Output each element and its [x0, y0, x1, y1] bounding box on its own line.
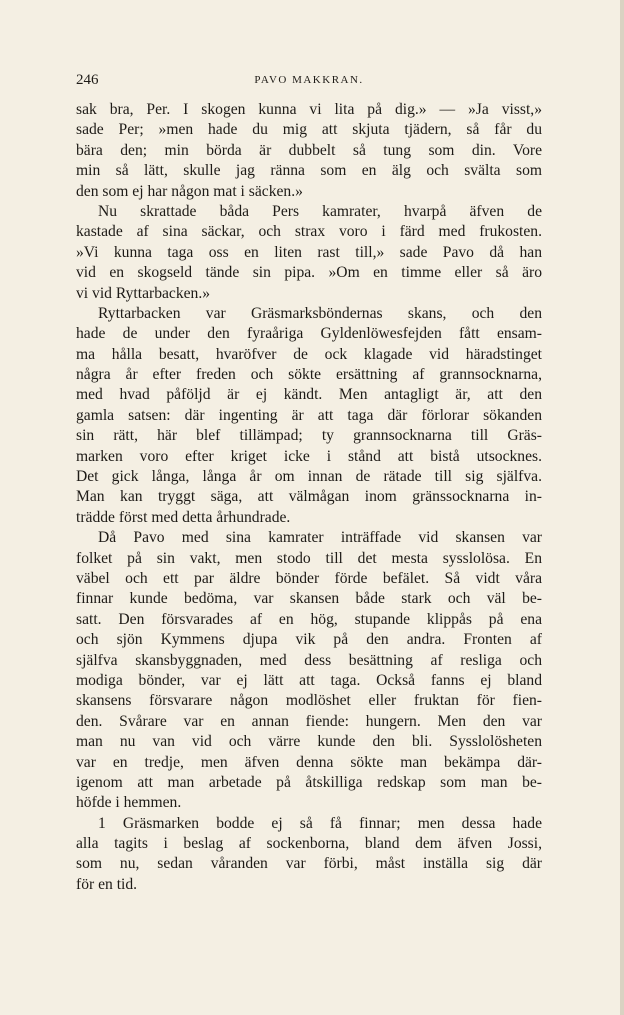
text-line: Då Pavo med sina kamrater inträffade vid skansen var: [98, 529, 542, 547]
text-line: igenom att man arbetade på åtskilliga redskap som man be-: [76, 773, 542, 791]
text-line: min så lätt, skulle jag ränna som en älg och svälta som: [76, 162, 542, 180]
text-line: Ryttarbacken var Gräsmarksböndernas skans, och den: [98, 304, 542, 322]
text-line: satt. Den försvarades af en hög, stupande klippås på ena: [76, 610, 542, 628]
text-line: var en tredje, men äfven denna sökte man bekämpa där-: [76, 753, 542, 771]
text-line: väbel och ett par äldre bönder förde befälet. Så vidt våra: [76, 569, 542, 587]
text-line: Man kan tryggt säga, att välmågan inom gränssocknarna in-: [76, 488, 542, 506]
text-line: Nu skrattade båda Pers kamrater, hvarpå äfven de: [98, 202, 542, 220]
text-line: för en tid.: [76, 875, 138, 893]
text-line: bära den; min börda är dubbelt så tung som din. Vore: [76, 141, 542, 159]
text-line: den som ej har någon mat i säcken.»: [76, 182, 303, 200]
text-line: sade Per; »men hade du mig att skjuta tjädern, så får du: [76, 121, 542, 139]
text-line: sak bra, Per. I skogen kunna vi lita på dig.» — »Ja visst,»: [76, 101, 542, 118]
text-line: folket på sin vakt, men stodo till det mesta sysslolösa. En: [76, 549, 542, 567]
text-line: 1 Gräsmarken bodde ej så få finnar; men dessa hade: [98, 814, 542, 832]
text-line: höfde i hemmen.: [76, 794, 182, 812]
text-line: några år efter freden och sökte ersättning af grannsocknarna,: [76, 366, 542, 384]
text-line: vid en skogseld tände sin pipa. »Om en timme eller så äro: [76, 264, 542, 282]
text-line: trädde först med detta århundrade.: [76, 508, 291, 526]
text-line: marken voro efter kriget icke i stånd att bistå utsocknes.: [76, 447, 542, 465]
text-line: ma hålla besatt, hvaröfver de ock klagade vid häradstinget: [76, 345, 542, 363]
text-line: finnar kunde bedöma, var skansen både stark och väl be-: [76, 590, 542, 608]
page-edge: [620, 0, 624, 1015]
text-line: hade de under den fyraåriga Gyldenlöwesfejden fått ensam-: [76, 325, 542, 343]
text-line: själfva skansbyggnaden, med dess besättning af resliga och: [76, 651, 542, 669]
text-line: gamla satsen: där ingenting är att taga där förlorar sökanden: [76, 406, 542, 424]
text-line: vi vid Ryttarbacken.»: [76, 284, 211, 302]
text-line: modiga bönder, var ej lätt att taga. Också fanns ej bland: [76, 671, 542, 689]
text-line: kastade af sina säckar, och strax voro i färd med frukosten.: [76, 223, 542, 241]
text-line: skansens försvarare någon modlöshet eller fruktan för fien-: [76, 692, 542, 710]
text-line: man nu van vid och värre kunde den bli. Sysslolösheten: [76, 733, 542, 751]
text-line: sin rätt, här blef tillämpad; ty grannsocknarna till Gräs-: [76, 427, 542, 445]
text-line: som nu, sedan våranden var förbi, måst inställa sig där: [76, 855, 542, 873]
running-title: PAVO MAKKRAN.: [254, 74, 364, 86]
text-line: alla tagits i beslag af sockenborna, bland dem äfven Jossi,: [76, 835, 542, 853]
body-text: [76, 100, 542, 895]
text-line: med hvad påföljd är ej kändt. Men antagligt är, att den: [76, 386, 542, 404]
text-line: Det gick långa, långa år om innan de rätade till sig själfva.: [76, 468, 542, 486]
text-line: och sjön Kymmens djupa vik på den andra. Fronten af: [76, 631, 542, 649]
text-line: den. Svårare var en annan fiende: hungern. Men den var: [76, 712, 542, 730]
text-line: »Vi kunna taga oss en liten rast till,» sade Pavo då han: [76, 243, 542, 261]
page-number: 246: [76, 72, 99, 88]
page-header: [76, 72, 542, 92]
